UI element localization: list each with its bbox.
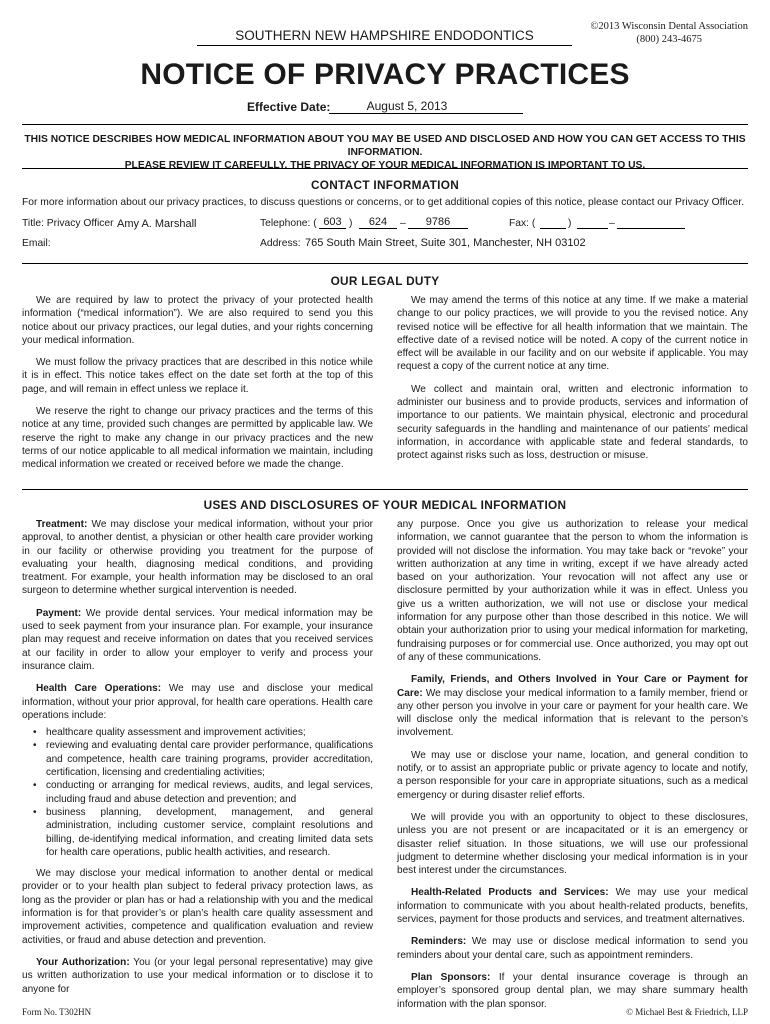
hco-paragraph bbox=[22, 682, 373, 722]
list-item: • healthcare quality assessment and improvement activities; bbox=[22, 726, 373, 739]
paragraph: We may use or disclose your name, location, and general condition to notify, or to assist an appropriate public or private agency to locate and notify, a person responsible for your care in appropriate situations, such as a medical emergency or during disaster relief efforts. bbox=[397, 749, 748, 801]
publisher-credit: © Michael Best & Friedrich, LLP bbox=[626, 1007, 748, 1017]
paragraph: We collect and maintain oral, written and electronic information to administer our business and to provide products, services and information of importance to our patients. We maintain physical, electronic and procedural security safeguards in the handling and maintenance of our patients’ medical information, in accordance with applicable state and federal standards, to protect against risks such as loss, destruction or misuse. bbox=[397, 383, 748, 462]
uses-right-column bbox=[397, 518, 748, 1020]
notice-line: THIS NOTICE DESCRIBES HOW MEDICAL INFORMATION ABOUT YOU MAY BE USED AND DISCLOSED AND HOW YOU CAN GET ACCESS TO THIS INFORMATION. bbox=[24, 134, 746, 158]
list-item: • conducting or arranging for medical reviews, audits, and legal services, including fraud and abuse detection and prevention; and bbox=[22, 779, 373, 806]
hco-label: Health Care Operations: bbox=[36, 683, 162, 695]
email-label: Email: bbox=[22, 238, 51, 249]
plan-sponsors-label: Plan Sponsors: bbox=[411, 971, 491, 983]
uses-heading: USES AND DISCLOSURES OF YOUR MEDICAL INFORMATION bbox=[203, 498, 567, 512]
paragraph: We must follow the privacy practices that are described in this notice while it is in effect. This notice takes effect on the date set forth at the top of this page, and will remain in effect unless we replace it. bbox=[22, 357, 373, 395]
payment-paragraph bbox=[22, 607, 373, 673]
telephone-label: Telephone: ( bbox=[260, 218, 317, 229]
title-value: Amy A. Marshall bbox=[117, 218, 197, 230]
fax-line-field bbox=[617, 216, 685, 229]
plan-sponsors-paragraph bbox=[397, 971, 748, 1011]
address-value: 765 South Main Street, Suite 301, Manchester, NH 03102 bbox=[305, 237, 586, 249]
fax-label: Fax: ( bbox=[509, 218, 536, 229]
paragraph: We are required by law to protect the privacy of your protected health information (“medical information”). We are also required to send you this notice about our privacy practices, our legal duties, and your rights concerning your medical information. bbox=[22, 295, 373, 346]
health-products-label: Health-Related Products and Services: bbox=[411, 887, 609, 899]
hco-list bbox=[22, 726, 373, 859]
legal-duty-heading: OUR LEGAL DUTY bbox=[330, 274, 440, 288]
treatment-text: We may disclose your medical information, without your prior approval, to another dentist, a physician or other health care provider working in our facility or otherwise providing you treatment for the purpose of evaluating your health, diagnosing medical conditions, and providing treatment. For example, your health information may be disclosed to an oral surgeon to determine whether surgical intervention is needed. bbox=[22, 519, 373, 597]
divider bbox=[22, 168, 748, 169]
uses-left-column bbox=[22, 518, 373, 1005]
fax-prefix-field bbox=[577, 216, 608, 229]
authorization-label: Your Authorization: bbox=[36, 956, 130, 968]
list-item: • reviewing and evaluating dental care provider performance, qualifications and competence, health care training programs, provider accreditation, certification, licensing and credentialing activities; bbox=[22, 739, 373, 779]
list-item: • business planning, development, management, and general administration, including customer service, complaint resolutions and billing, de-identifying medical information, and creating limited data sets for health care operations, public health activities, and research. bbox=[22, 806, 373, 859]
divider bbox=[22, 263, 748, 264]
notice-line: PLEASE REVIEW IT CAREFULLY. THE PRIVACY OF YOUR MEDICAL INFORMATION IS IMPORTANT TO US. bbox=[124, 160, 646, 171]
contact-intro: For more information about our privacy practices, to discuss questions or concerns, or to get additional copies of this notice, please contact our Privacy Officer. bbox=[22, 197, 745, 208]
legal-duty-left-column bbox=[22, 294, 373, 481]
practice-name: SOUTHERN NEW HAMPSHIRE ENDODONTICS bbox=[197, 28, 572, 46]
paragraph: We will provide you with an opportunity to object to these disclosures, unless you are not present or are incapacitated or it is an emergency or disaster relief situation. In those situations, we will use our professional judgment to determine whether disclosing your medical information is in your best interest under the circumstances. bbox=[397, 811, 748, 877]
health-products-paragraph bbox=[397, 886, 748, 926]
phone-line-number: 9786 bbox=[408, 216, 468, 229]
payment-label: Payment: bbox=[36, 607, 82, 619]
paragraph: any purpose. Once you give us authorization to release your medical information, we cannot guarantee that the person to whom the information is provided will not disclose the information. You may take back or “revoke” your written authorization at any time in writing, except if we have already acted based on your authorization. Your revocation will not affect any use or disclosure permitted by your authorization while it was in effect. Unless you give us a written authorization, we will not use or disclose your medical information for any purpose other than those described in this notice. We will obtain your authorization prior to using your medical information for marketing, fundraising purposes or for commercial use. Once authorized, you may opt out of any of these communications. bbox=[397, 519, 748, 663]
contact-heading: CONTACT INFORMATION bbox=[310, 178, 460, 192]
notice-banner bbox=[22, 133, 748, 172]
reminders-label: Reminders: bbox=[411, 936, 467, 948]
hco-text: We may use and disclose your medical information, without your prior approval, for health care operations. Health care operations include: bbox=[22, 683, 373, 721]
page-title: NOTICE OF PRIVACY PRACTICES bbox=[140, 58, 630, 91]
health-products-text: We may use your medical information to communicate with you about health-related products, benefits, services, payment for those products and services, and treatment alternatives. bbox=[397, 887, 748, 926]
fax-paren: ) bbox=[568, 218, 572, 229]
treatment-label: Treatment: bbox=[36, 519, 88, 530]
fax-dash: – bbox=[609, 218, 615, 229]
reminders-paragraph bbox=[397, 935, 748, 962]
reminders-text: We may use or disclose medical information to send you reminders about your dental care, such as appointment reminders. bbox=[397, 936, 748, 961]
payment-text: We provide dental services. Your medical information may be used to seek payment from your insurance plan. For example, your insurance plan may request and receive information on dates that you received services at our facility in order to allow your employer to verify and process your insurance claim. bbox=[22, 607, 373, 672]
effective-date-value: August 5, 2013 bbox=[366, 99, 448, 113]
paragraph: We reserve the right to change our privacy practices and the terms of this notice at any time, provided such changes are permitted by applicable law. We reserve the right to make any change in our privacy practices and the new terms of our notice applicable to all medical information we maintain, including medical information we created or received before we made the change. bbox=[22, 406, 373, 471]
family-text: We may disclose your medical information to a family member, friend or any other person you involve in your care or payment for your health care. We will disclose only the medical information that is relevant to the person’s involvement. bbox=[397, 687, 748, 739]
divider bbox=[22, 489, 748, 490]
authorization-text: You (or your legal personal representative) may give us written authorization to use your medical information or to disclose it to anyone for bbox=[22, 956, 373, 995]
effective-date-field bbox=[329, 99, 523, 114]
form-number: Form No. T302HN bbox=[22, 1007, 92, 1017]
paragraph: We may disclose your medical information to another dental or medical provider or to your health plan subject to federal privacy protection laws, as long as the provider or plan has or had a relationship with you and the medical information is for that provider’s or plan’s health care quality assessment and improvement activities, competence and qualification evaluation and review activities, or fraud and abuse detection and prevention. bbox=[22, 868, 373, 946]
paragraph: We may amend the terms of this notice at any time. If we make a material change to our policy practices, we will provide to you the revised notice. Any revised notice will be effective for all health information that we maintain. The effective date of a revised notice will be noted. A copy of the current notice in effect will be available in our facility and on our website if applicable. You may request a copy of the current notice at any time. bbox=[397, 295, 748, 373]
copyright-block bbox=[590, 20, 748, 46]
phone-dash: – bbox=[400, 218, 406, 229]
effective-date-label: Effective Date: bbox=[247, 100, 331, 114]
legal-duty-right-column bbox=[397, 294, 748, 472]
phone-prefix: 624 bbox=[359, 216, 397, 229]
phone-paren: ) bbox=[349, 218, 353, 229]
title-label: Title: Privacy Officer bbox=[22, 218, 114, 229]
address-label: Address: bbox=[260, 238, 301, 249]
authorization-paragraph bbox=[22, 956, 373, 996]
divider bbox=[22, 124, 748, 125]
family-label: Family, Friends, and Others Involved in Your Care or Payment for Care: bbox=[397, 674, 748, 699]
plan-sponsors-text: If your dental insurance coverage is through an employer’s sponsored group dental plan, we may share summary health information with the plan sponsor. bbox=[397, 971, 748, 1010]
fax-area-field bbox=[540, 216, 566, 229]
treatment-paragraph bbox=[22, 518, 373, 598]
phone-area-code: 603 bbox=[319, 216, 346, 229]
family-paragraph bbox=[397, 673, 748, 739]
copyright-line: ©2013 Wisconsin Dental Association bbox=[590, 21, 748, 32]
copyright-phone: (800) 243-4675 bbox=[636, 34, 703, 45]
